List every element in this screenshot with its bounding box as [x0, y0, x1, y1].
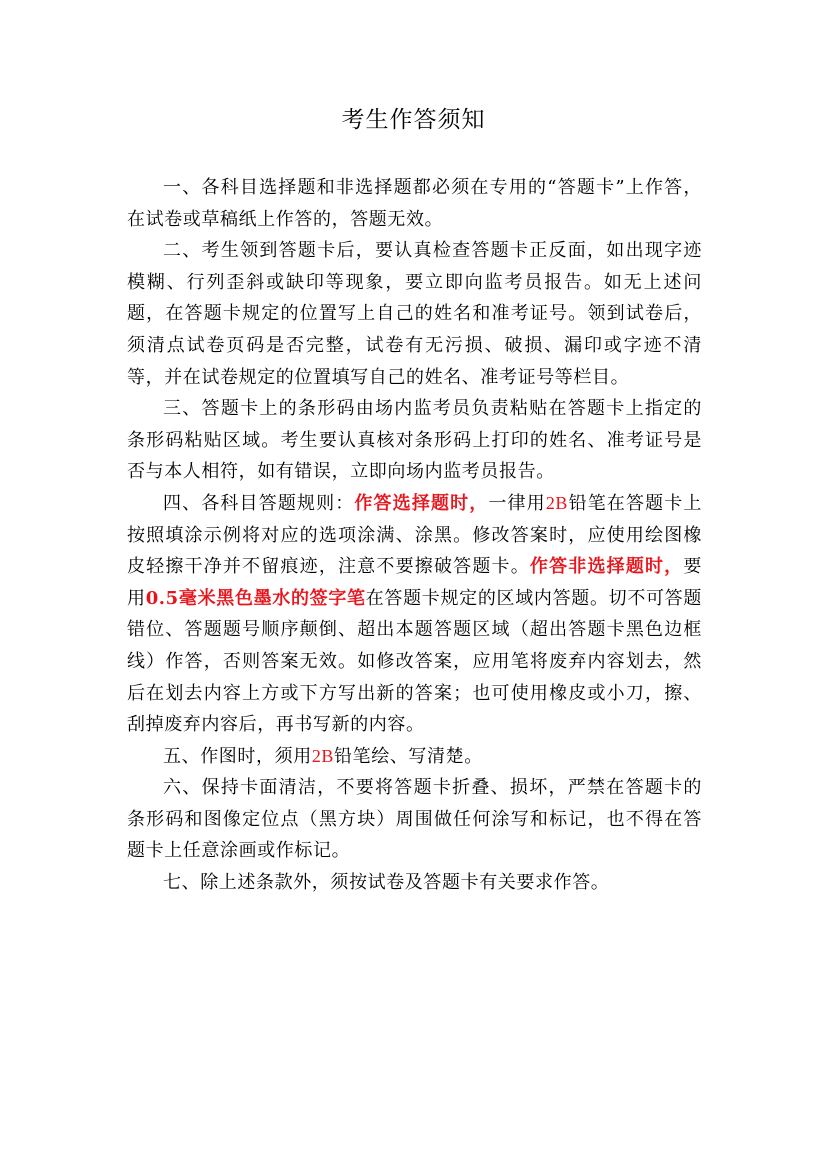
rule-4-pen-emphasis: 0.5毫米黑色墨水的签字笔 — [145, 587, 366, 609]
rule-1-paragraph: 一、各科目选择题和非选择题都必须在专用的“答题卡”上作答，在试卷或草稿纸上作答的，答题无效。 — [127, 177, 702, 230]
rule-4-pencil-2b: 2B — [545, 492, 569, 513]
rule-6-paragraph: 六、保持卡面清洁，不要将答题卡折叠、损坏，严禁在答题卡的条形码和图像定位点（黑方块）周围做任何涂写和标记，也不得在答题卡上任意涂画或作标记。 — [127, 777, 702, 862]
page-title: 考生作答须知 — [341, 107, 486, 133]
rule-3-paragraph: 三、答题卡上的条形码由场内监考员负责粘贴在答题卡上指定的条形码粘贴区域。考生要认真核对条形码上打印的姓名、准考证号是否与本人相符，如有错误，立即向场内监考员报告。 — [127, 398, 702, 483]
rule-4-text-c: 要用 — [127, 556, 702, 609]
rule-4-text-b: 铅笔在答题卡上按照填涂示例将对应的选项涂满、涂黑。修改答案时，应使用绘图橡皮轻擦干净并不留痕迹，注意不要擦破答题卡。 — [127, 492, 703, 578]
rule-4-text-d: 在答题卡规定的区域内答题。切不可答题错位、答题题号顺序颠倒、超出本题答题区域（超出答题卡黑色边框线）作答，否则答案无效。如修改答案，应用笔将废弃内容划去，然后在划去内容上方或下方写出新的答案；也可使用橡皮或小刀，擦、刮掉废弃内容后，再书写新的内容。 — [127, 587, 702, 736]
rule-5-text-b: 铅笔绘、写清楚。 — [334, 745, 483, 767]
rule-5-paragraph — [127, 741, 702, 773]
rule-7-paragraph: 七、除上述条款外，须按试卷及答题卡有关要求作答。 — [163, 872, 610, 894]
rule-5-text-a: 五、作图时，须用 — [163, 745, 312, 767]
rule-4-choice-emphasis: 作答选择题时， — [354, 492, 489, 514]
rule-4-intro: 四、各科目答题规则： — [163, 492, 355, 514]
instructions-body — [127, 172, 702, 899]
rule-2-paragraph: 二、考生领到答题卡后，要认真检查答题卡正反面，如出现字迹模糊、行列歪斜或缺印等现象，要立即向监考员报告。如无上述问题，在答题卡规定的位置写上自己的姓名和准考证号。领到试卷后，须清点试卷页码是否完整，试卷有无污损、破损、漏印或字迹不清等，并在试卷规定的位置填写自己的姓名、准考证号等栏目。 — [127, 240, 702, 388]
rule-4-nonchoice-emphasis: 作答非选择题时， — [529, 556, 684, 578]
rule-4-paragraph — [127, 488, 702, 741]
rule-5-pencil-2b: 2B — [311, 745, 335, 766]
rule-4-text-a: 一律用 — [488, 492, 546, 514]
